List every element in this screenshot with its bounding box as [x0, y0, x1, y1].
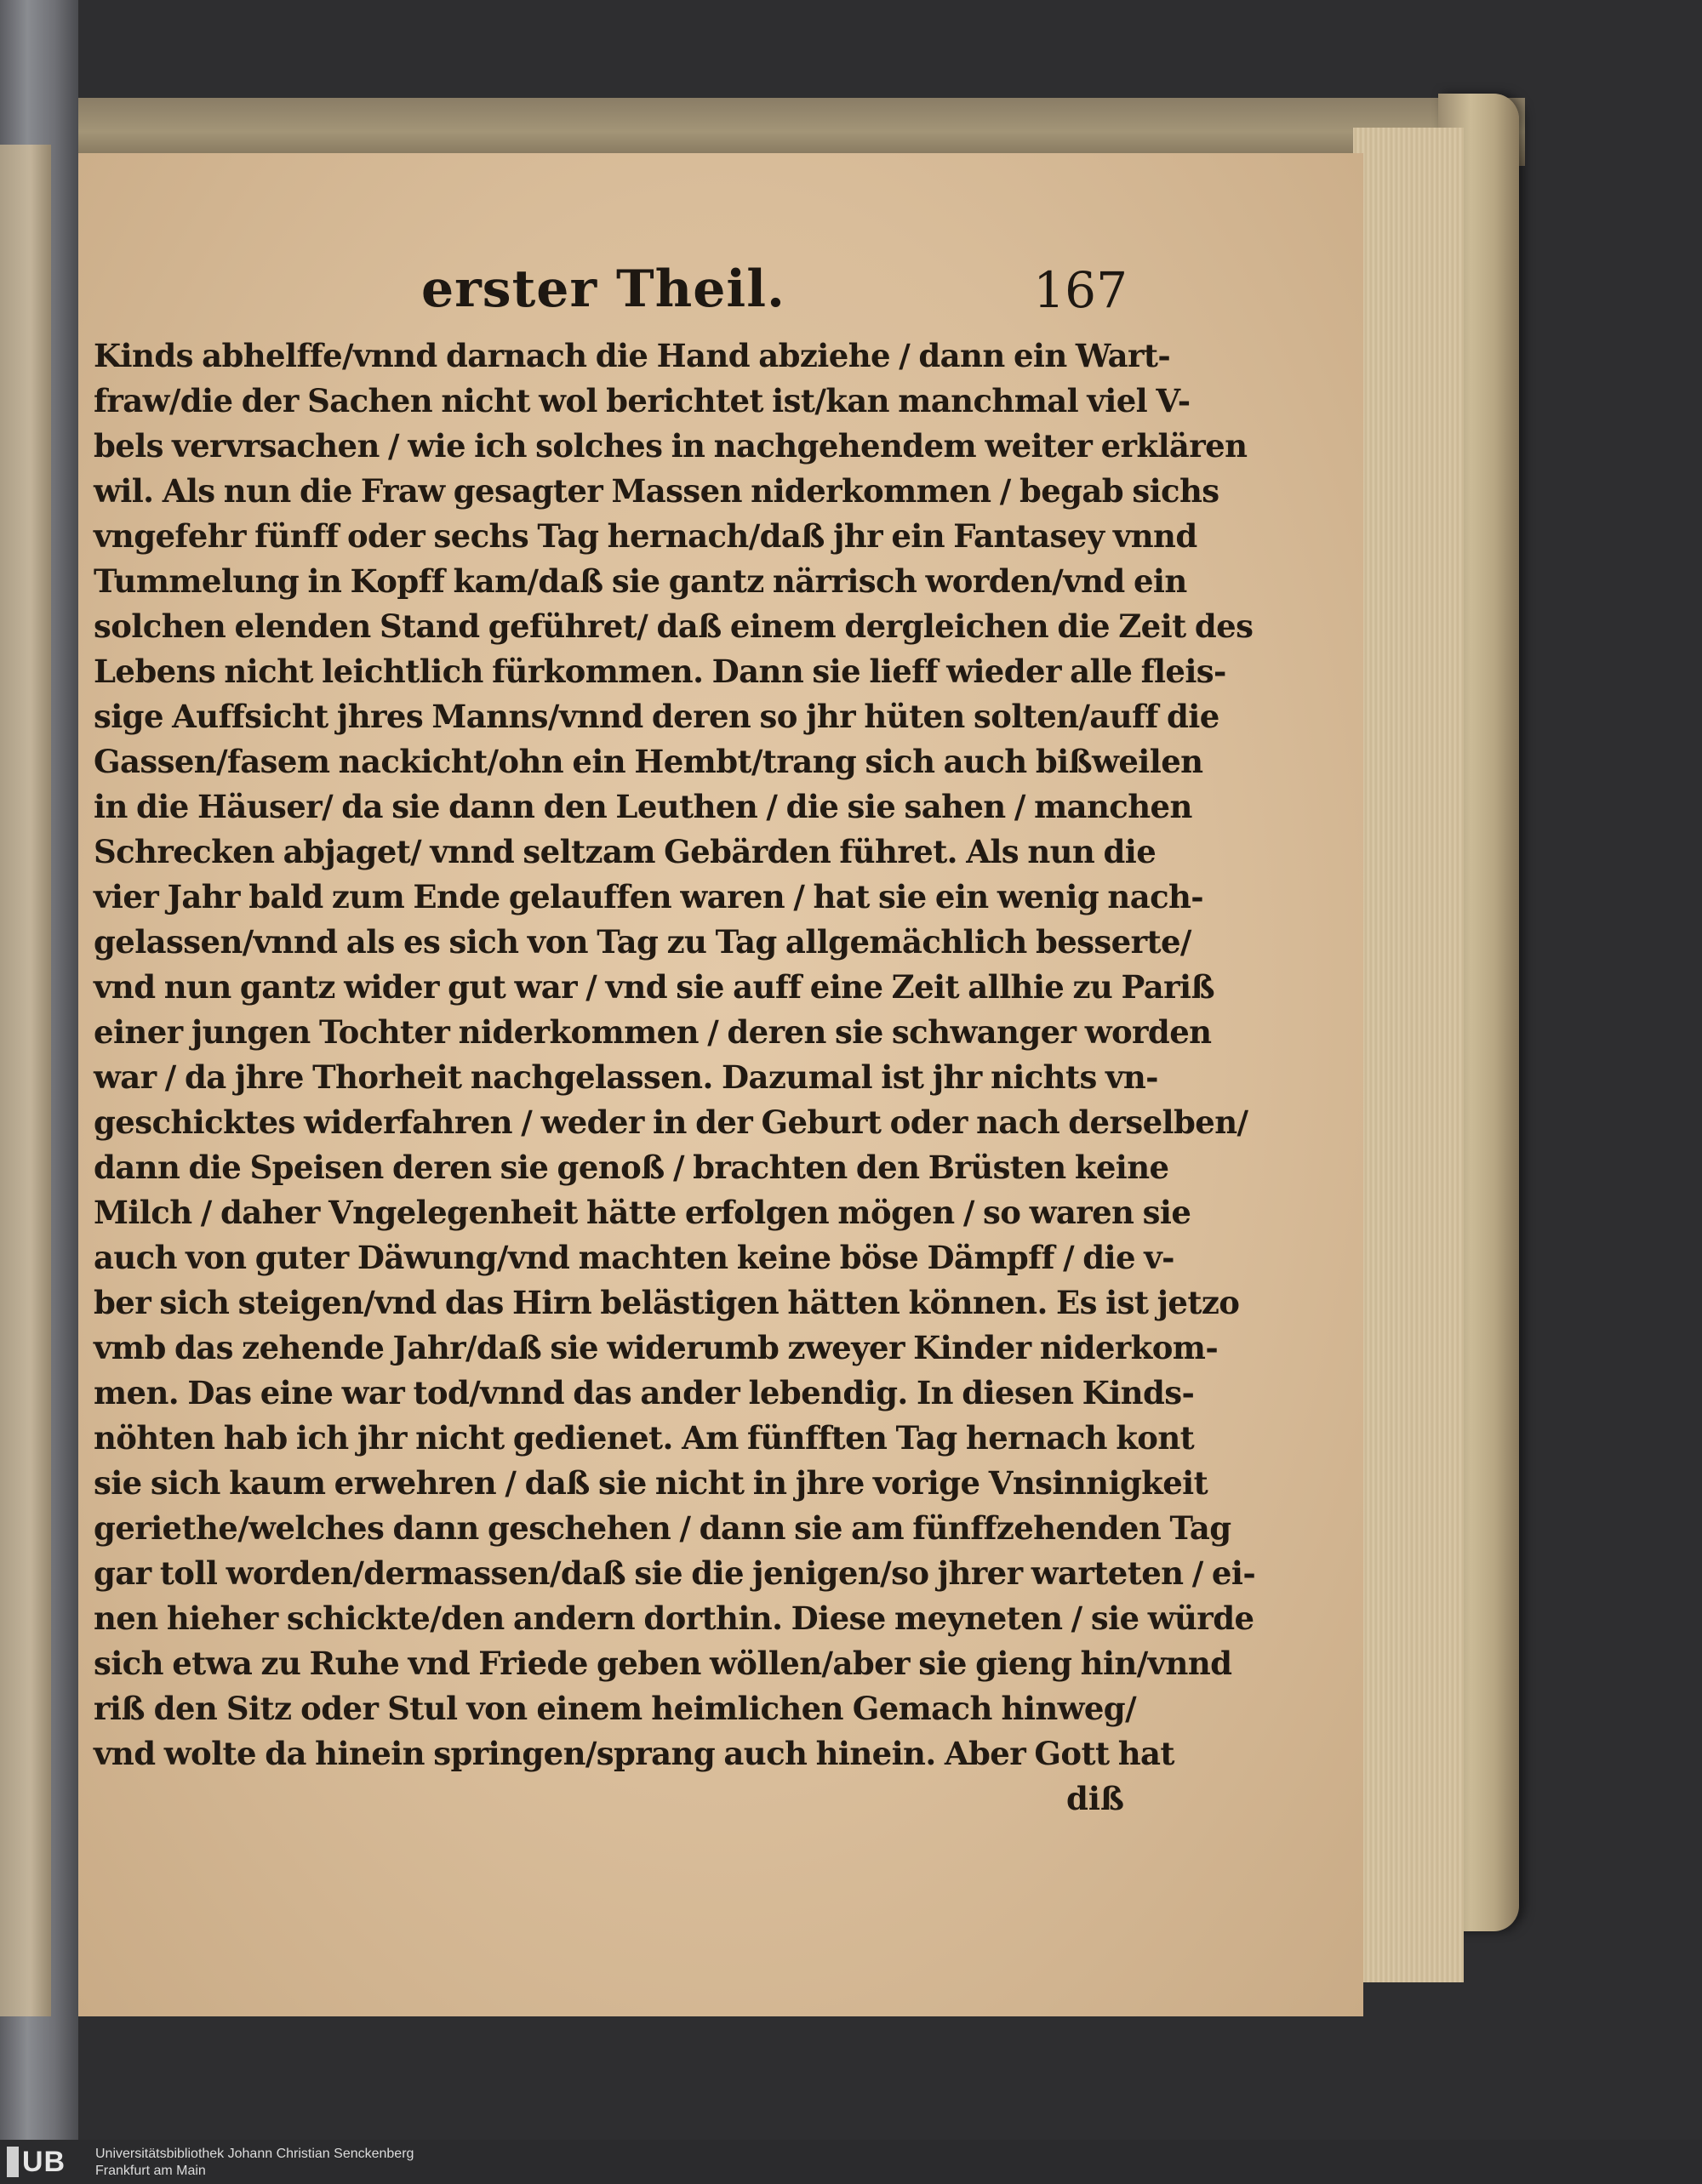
ub-logo-icon: [7, 2147, 19, 2177]
text-line: Lebens nicht leichtlich fürkommen. Dann sie lieff wieder alle fleis-: [94, 653, 1226, 690]
page-number: 167: [1033, 261, 1128, 319]
text-line: geriethe/welches dann geschehen / dann sie am fünffzehenden Tag: [94, 1509, 1231, 1547]
text-line: gelassen/vnnd als es sich von Tag zu Tag allgemächlich besserte/: [94, 923, 1191, 961]
text-line: vmb das zehende Jahr/daß sie widerumb zweyer Kinder niderkom-: [94, 1329, 1219, 1366]
text-line: in die Häuser/ da sie dann den Leuthen / die sie sahen / manchen: [94, 788, 1192, 825]
running-head: [94, 259, 1136, 332]
text-line: bels vervrsachen / wie ich solches in nachgehendem weiter erklären: [94, 427, 1248, 465]
text-line: auch von guter Däwung/vnd machten keine böse Dämpff / die v-: [94, 1239, 1174, 1276]
text-line: nen hieher schickte/den andern dorthin. Diese meyneten / sie würde: [94, 1600, 1254, 1637]
text-line: war / da jhre Thorheit nachgelassen. Dazumal ist jhr nichts vn-: [94, 1058, 1158, 1096]
text-line: Gassen/fasem nackicht/ohn ein Hembt/trang sich auch bißweilen: [94, 743, 1203, 780]
text-line: vnd wolte da hinein springen/sprang auch hinein. Aber Gott hat: [94, 1735, 1174, 1772]
text-line: Schrecken abjaget/ vnnd seltzam Gebärden führet. Als nun die: [94, 833, 1157, 870]
text-line: dann die Speisen deren sie genoß / brachten den Brüsten keine: [94, 1149, 1169, 1186]
facing-page-edge: [0, 145, 51, 2016]
footer-bar: [0, 2140, 1702, 2184]
body-text: [94, 334, 1256, 1776]
text-line: vngefehr fünff oder sechs Tag hernach/daß jhr ein Fantasey vnnd: [94, 517, 1197, 555]
running-title: erster Theil.: [421, 259, 785, 319]
text-line: vnd nun gantz wider gut war / vnd sie auff eine Zeit allhie zu Pariß: [94, 968, 1214, 1006]
text-line: Milch / daher Vngelegenheit hätte erfolgen mögen / so waren sie: [94, 1194, 1191, 1231]
text-line: men. Das eine war tod/vnnd das ander lebendig. In diesen Kinds-: [94, 1374, 1195, 1411]
catchword: diß: [1065, 1780, 1124, 1817]
text-line: Kinds abhelffe/vnnd darnach die Hand abziehe / dann ein Wart-: [94, 337, 1171, 374]
text-line: nöhten hab ich jhr nicht gedienet. Am fünfften Tag hernach kont: [94, 1419, 1195, 1457]
text-line: sie sich kaum erwehren / daß sie nicht in jhre vorige Vnsinnigkeit: [94, 1464, 1208, 1502]
institution-city: Frankfurt am Main: [95, 2164, 206, 2178]
text-line: ber sich steigen/vnd das Hirn belästigen hätten können. Es ist jetzo: [94, 1284, 1240, 1321]
text-line: sige Auffsicht jhres Manns/vnnd deren so jhr hüten solten/auff die: [94, 698, 1219, 735]
text-line: vier Jahr bald zum Ende gelauffen waren / hat sie ein wenig nach-: [94, 878, 1204, 915]
text-line: wil. Als nun die Fraw gesagter Massen niderkommen / begab sichs: [94, 472, 1219, 510]
text-block: [94, 259, 1256, 1822]
ub-logo-text: UB: [22, 2145, 66, 2178]
text-line: riß den Sitz oder Stul von einem heimlichen Gemach hinweg/: [94, 1690, 1136, 1727]
text-line: sich etwa zu Ruhe vnd Friede geben wöllen/aber sie gieng hin/vnnd: [94, 1645, 1232, 1682]
institution-credit: [95, 2146, 414, 2180]
text-line: Tummelung in Kopff kam/daß sie gantz närrisch worden/vnd ein: [94, 562, 1187, 600]
text-line: einer jungen Tochter niderkommen / deren sie schwanger worden: [94, 1013, 1212, 1051]
text-line: solchen elenden Stand geführet/ daß einem dergleichen die Zeit des: [94, 607, 1254, 645]
book-page: [78, 153, 1363, 2016]
text-line: fraw/die der Sachen nicht wol berichtet ist/kan manchmal viel V-: [94, 382, 1191, 419]
text-line: gar toll worden/dermassen/daß sie die jenigen/so jhrer warteten / ei-: [94, 1554, 1256, 1592]
page-fore-edge: [1353, 128, 1464, 1982]
institution-name: Universitätsbibliothek Johann Christian Senckenberg: [95, 2147, 414, 2161]
ub-logo: [7, 2146, 66, 2178]
text-line: geschicktes widerfahren / weder in der Geburt oder nach derselben/: [94, 1103, 1248, 1141]
